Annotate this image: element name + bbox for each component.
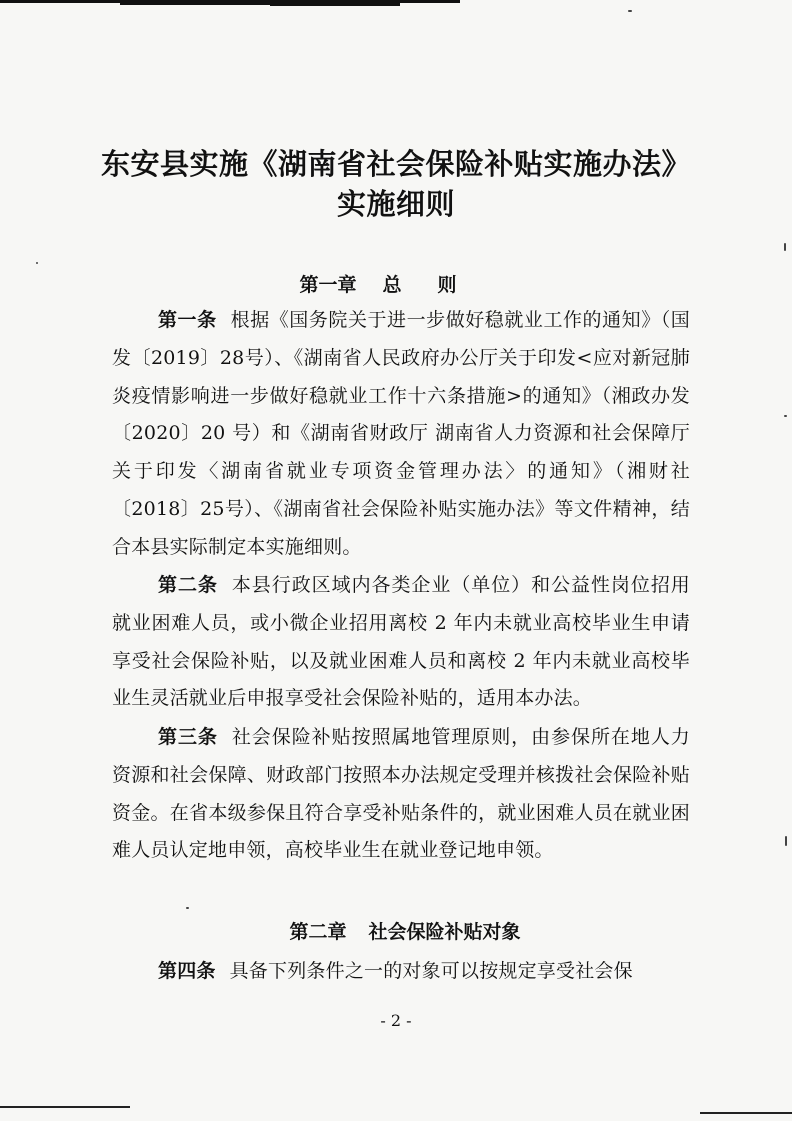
article-3 — [112, 719, 690, 870]
chapter-1-heading — [60, 272, 732, 298]
chapter-2-heading — [180, 919, 630, 945]
article-4-text: 具备下列条件之一的对象可以按规定享受社会保 — [229, 960, 633, 982]
scan-bottom-left-edge — [0, 1106, 130, 1108]
article-4-label: 第四条 — [158, 960, 216, 982]
chapter-2-number: 第二章 — [289, 921, 347, 943]
scan-speck — [784, 243, 786, 251]
scan-speck — [784, 415, 787, 417]
article-3-label: 第三条 — [158, 726, 218, 748]
scan-top-edge — [0, 0, 792, 7]
article-1-text: 根据《国务院关于进一步做好稳就业工作的通知》（国发〔2019〕28号）、《湖南省人民政府办公厅关于印发<应对新冠肺炎疫情影响进一步做好稳就业工作十六条措施>的通知》（湘政办发〔2020〕20 号）和《湖南省财政厅 湖南省人力资源和社会保障厅关于印发〈湖南省就业专项资金管理办法〉的通知》（湘财社〔2018〕25号）、《湖南省社会保险补贴实施办法》等文件精神，结合本县实际制定本实施细则。 — [112, 309, 690, 558]
document-title-line1: 东安县实施《湖南省社会保险补贴实施办法》 — [100, 147, 691, 181]
scan-speck — [628, 10, 632, 12]
article-1 — [112, 302, 690, 567]
article-3-text: 社会保险补贴按照属地管理原则，由参保所在地人力资源和社会保障、财政部门按照本办法规定受理并核拨社会保险补贴资金。在省本级参保且符合享受补贴条件的，就业困难人员在就业困难人员认定地申领，高校毕业生在就业登记地申领。 — [112, 726, 690, 862]
scan-speck — [186, 907, 189, 909]
article-2-label: 第二条 — [158, 574, 218, 596]
scan-speck — [785, 836, 787, 846]
article-4 — [112, 953, 690, 991]
page-number: - 2 - — [380, 1011, 412, 1030]
scan-bottom-right-edge — [700, 1112, 792, 1114]
article-1-label: 第一条 — [158, 309, 217, 331]
document-title-line2: 实施细则 — [336, 187, 455, 221]
article-2-text: 本县行政区域内各类企业（单位）和公益性岗位招用就业困难人员，或小微企业招用离校 2 年内未就业高校毕业生申请享受社会保险补贴，以及就业困难人员和离校 2 年内未就业高校毕业生灵活就业后申报享受社会保险补贴的，适用本办法。 — [112, 574, 690, 710]
chapter-2-name: 社会保险补贴对象 — [368, 921, 521, 943]
chapter-1-name: 总则 — [382, 274, 493, 296]
scan-speck — [36, 262, 38, 264]
article-2 — [112, 567, 690, 718]
chapter-1-number: 第一章 — [299, 274, 357, 296]
